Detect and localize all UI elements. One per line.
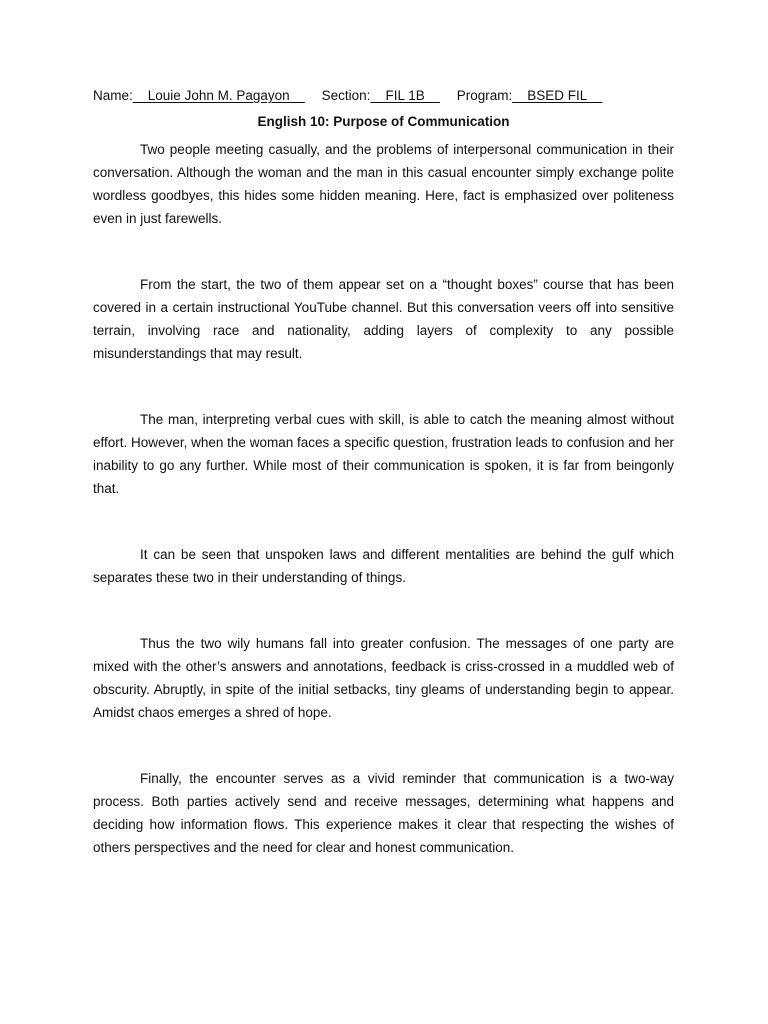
name-field	[93, 87, 305, 105]
name-label: Name:	[93, 88, 133, 103]
document-title: English 10: Purpose of Communication	[257, 114, 510, 129]
paragraph: Two people meeting casually, and the problems of interpersonal communication in their conversation. Although the woman and the man in this casual encounter simply exchange polite wordless goodbyes, this hides some hidden meaning. Here, fact is emphasized over politeness even in just farewells.	[93, 142, 674, 226]
paragraph: Finally, the encounter serves as a vivid reminder that communication is a two-way process. Both parties actively send and receive messages, determining what happens and deciding how information flows. This experience makes it clear that respecting the wishes of others perspectives and the need for clear and honest communication.	[93, 771, 674, 855]
paragraph: Thus the two wily humans fall into greater confusion. The messages of one party are mixed with the other’s answers and annotations, feedback is criss-crossed in a muddled web of obscurity. Abruptly, in spite of the initial setbacks, tiny gleams of understanding begin to appear. Amidst chaos emerges a shred of hope.	[93, 636, 674, 720]
program-label: Program:	[456, 88, 513, 103]
student-info-line	[93, 87, 602, 105]
name-value: __Louie John M. Pagayon__	[132, 88, 305, 103]
paragraph: From the start, the two of them appear set on a “thought boxes” course that has been covered in a certain instructional YouTube channel. But this conversation veers off into sensitive terrain, involving race and nationality, adding layers of complexity to any possible misunderstandings that may result.	[93, 277, 674, 361]
program-value: __BSED FIL__	[512, 88, 603, 103]
section-value: __FIL 1B__	[370, 88, 440, 103]
program-field	[457, 87, 603, 105]
section-field	[322, 87, 440, 105]
paragraph: It can be seen that unspoken laws and different mentalities are behind the gulf which separates these two in their understanding of things.	[93, 547, 674, 585]
paragraph: The man, interpreting verbal cues with skill, is able to catch the meaning almost without effort. However, when the woman faces a specific question, frustration leads to confusion and her inability to go any further. While most of their communication is spoken, it is far from beingonly that.	[93, 412, 674, 496]
section-label: Section:	[321, 88, 371, 103]
essay-body	[93, 138, 674, 859]
